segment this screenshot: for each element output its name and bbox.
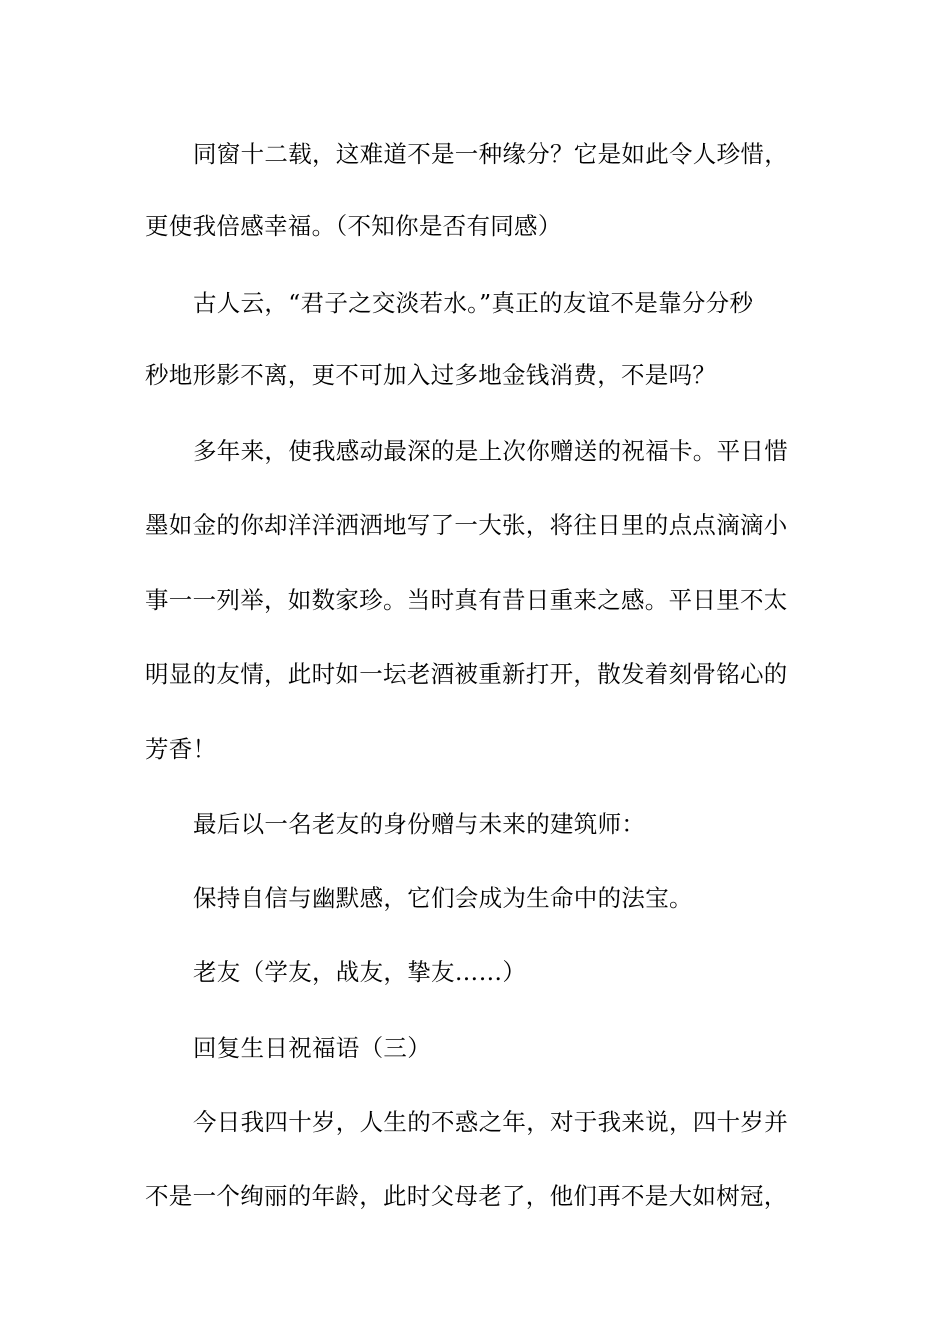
text-line: 不是一个绚丽的年龄，此时父母老了，他们再不是大如树冠，: [145, 1182, 788, 1210]
text-line: 保持自信与幽默感，它们会成为生命中的法宝。: [193, 884, 693, 912]
text-line: 最后以一名老友的身份赠与未来的建筑师：: [193, 810, 646, 838]
text-line: 秒地形影不离，更不可加入过多地金钱消费，不是吗？: [145, 361, 717, 389]
text-line: 多年来，使我感动最深的是上次你赠送的祝福卡。平日惜: [193, 437, 788, 465]
text-line: 老友（学友，战友，挚友……）: [193, 958, 527, 986]
text-line: 事一一列举，如数家珍。当时真有昔日重来之感。平日里不太: [145, 586, 788, 614]
section-heading: 回复生日祝福语（三）: [193, 1034, 431, 1062]
text-line: 古人云，“君子之交淡若水。”真正的友谊不是靠分分秒: [193, 289, 754, 317]
text-line: 墨如金的你却洋洋洒洒地写了一大张，将往日里的点点滴滴小: [145, 511, 788, 539]
text-line: 今日我四十岁，人生的不惑之年，对于我来说，四十岁并: [193, 1108, 788, 1136]
text-line: 同窗十二载，这难道不是一种缘分？它是如此令人珍惜，: [193, 140, 788, 168]
text-line: 明显的友情，此时如一坛老酒被重新打开，散发着刻骨铭心的: [145, 660, 788, 688]
text-line: 更使我倍感幸福。（不知你是否有同感）: [145, 212, 562, 240]
text-line: 芳香！: [145, 735, 217, 763]
